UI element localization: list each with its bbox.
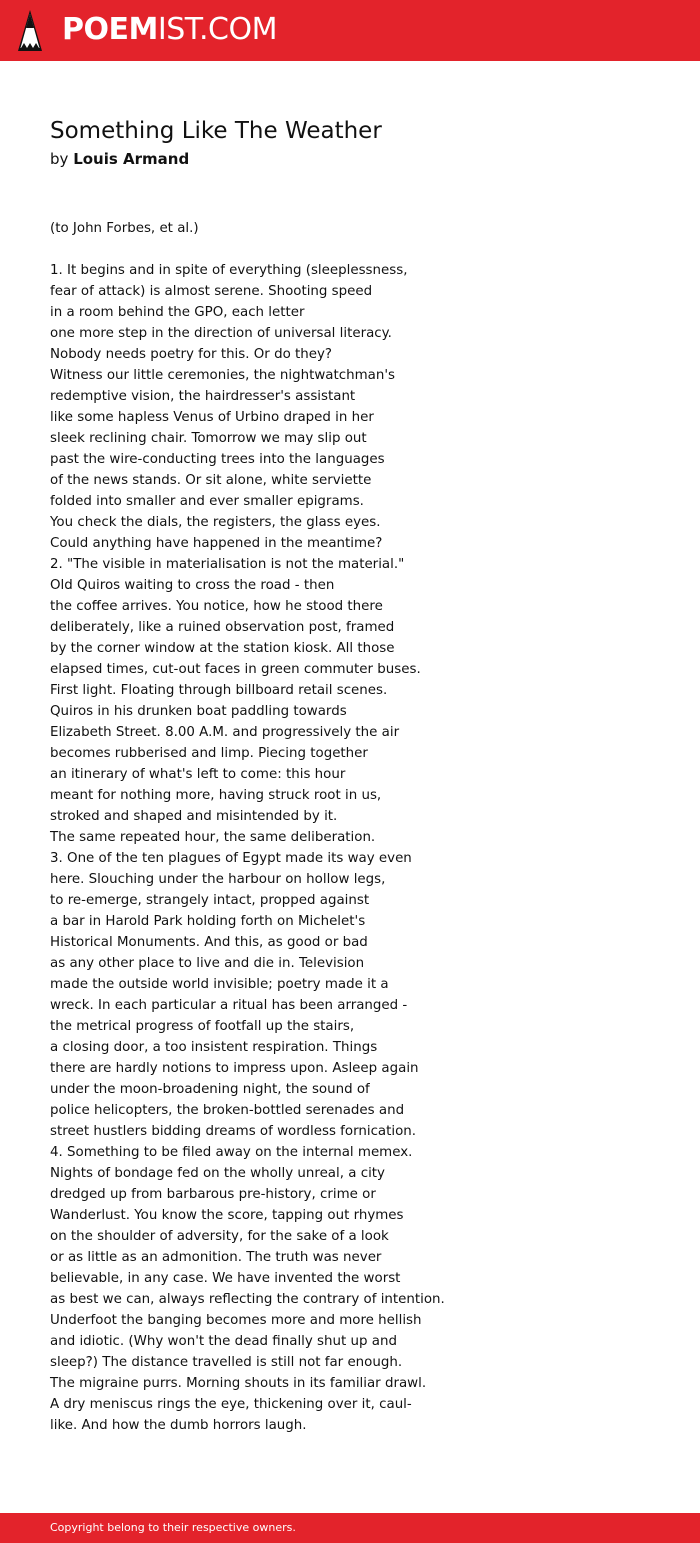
poem-line: of the news stands. Or sit alone, white serviette <box>50 473 372 488</box>
poem-line: by the corner window at the station kiosk. All those <box>50 641 395 656</box>
poem-line: Could anything have happened in the meantime? <box>50 536 383 551</box>
poem-line: Historical Monuments. And this, as good or bad <box>50 935 368 950</box>
poem-title: Something Like The Weather <box>50 118 382 144</box>
poem-line: there are hardly notions to impress upon. Asleep again <box>50 1061 419 1076</box>
poem-line: a bar in Harold Park holding forth on Michelet's <box>50 914 366 929</box>
poem-line: redemptive vision, the hairdresser's assistant <box>50 389 356 404</box>
poem-line: the metrical progress of footfall up the stairs, <box>50 1019 355 1034</box>
poem-line: Nights of bondage fed on the wholly unreal, a city <box>50 1166 385 1181</box>
poem-lines <box>50 260 650 1436</box>
poem-line: here. Slouching under the harbour on hollow legs, <box>50 872 386 887</box>
poem-line: A dry meniscus rings the eye, thickening over it, caul- <box>50 1397 412 1412</box>
poem-body <box>50 218 650 1436</box>
poem-line: street hustlers bidding dreams of wordless fornication. <box>50 1124 417 1139</box>
poem-line: deliberately, like a ruined observation post, framed <box>50 620 395 635</box>
poem-line: a closing door, a too insistent respiration. Things <box>50 1040 378 1055</box>
poem-line: under the moon-broadening night, the sound of <box>50 1082 370 1097</box>
poem-line: like some hapless Venus of Urbino draped in her <box>50 410 374 425</box>
stanza-gap <box>50 239 650 260</box>
poem-line: 1. It begins and in spite of everything (sleeplessness, <box>50 263 408 278</box>
poem-line: meant for nothing more, having struck root in us, <box>50 788 382 803</box>
logo-light-text: IST.COM <box>157 12 277 47</box>
poem-line: Underfoot the banging becomes more and more hellish <box>50 1313 422 1328</box>
dedication: (to John Forbes, et al.) <box>50 221 199 236</box>
poem-line: becomes rubberised and limp. Piecing together <box>50 746 368 761</box>
poem-line: in a room behind the GPO, each letter <box>50 305 305 320</box>
by-label: by <box>50 150 69 168</box>
pencil-icon[interactable] <box>18 10 42 51</box>
poem-line: one more step in the direction of universal literacy. <box>50 326 392 341</box>
site-logo[interactable] <box>62 12 277 48</box>
author-name[interactable]: Louis Armand <box>73 150 190 168</box>
poem-line: fear of attack) is almost serene. Shooting speed <box>50 284 373 299</box>
site-footer <box>0 1513 700 1543</box>
poem-line: the coffee arrives. You notice, how he stood there <box>50 599 383 614</box>
poem-line: Nobody needs poetry for this. Or do they? <box>50 347 333 362</box>
poem-line: 3. One of the ten plagues of Egypt made its way even <box>50 851 412 866</box>
poem-line: like. And how the dumb horrors laugh. <box>50 1418 307 1433</box>
poem-line: Witness our little ceremonies, the nightwatchman's <box>50 368 395 383</box>
poem-line: stroked and shaped and misintended by it. <box>50 809 338 824</box>
poem-line: dredged up from barbarous pre-history, crime or <box>50 1187 376 1202</box>
poem-line: Old Quiros waiting to cross the road - then <box>50 578 335 593</box>
poem-line: Elizabeth Street. 8.00 A.M. and progressively the air <box>50 725 400 740</box>
poem-line: Quiros in his drunken boat paddling towards <box>50 704 347 719</box>
poem-line: wreck. In each particular a ritual has been arranged - <box>50 998 408 1013</box>
poem-line: an itinerary of what's left to come: this hour <box>50 767 346 782</box>
poem-line: First light. Floating through billboard retail scenes. <box>50 683 388 698</box>
poem-line: The same repeated hour, the same deliberation. <box>50 830 376 845</box>
poem-line: to re-emerge, strangely intact, propped against <box>50 893 370 908</box>
site-header <box>0 0 700 61</box>
poem-line: elapsed times, cut-out faces in green commuter buses. <box>50 662 421 677</box>
logo-strong-text: POEM <box>62 12 158 47</box>
poem-line: Wanderlust. You know the score, tapping out rhymes <box>50 1208 404 1223</box>
poem-line: made the outside world invisible; poetry made it a <box>50 977 389 992</box>
copyright-text: Copyright belong to their respective owners. <box>50 1521 296 1534</box>
poem-line: 4. Something to be filed away on the internal memex. <box>50 1145 413 1160</box>
poem-line: The migraine purrs. Morning shouts in its familiar drawl. <box>50 1376 427 1391</box>
poem-line: folded into smaller and ever smaller epigrams. <box>50 494 364 509</box>
poem-line: and idiotic. (Why won't the dead finally shut up and <box>50 1334 397 1349</box>
poem-line: You check the dials, the registers, the glass eyes. <box>50 515 381 530</box>
poem-line: 2. "The visible in materialisation is not the material." <box>50 557 405 572</box>
poem-line: sleep?) The distance travelled is still not far enough. <box>50 1355 403 1370</box>
poem-line: sleek reclining chair. Tomorrow we may slip out <box>50 431 367 446</box>
byline <box>50 148 189 170</box>
poem-line: believable, in any case. We have invented the worst <box>50 1271 401 1286</box>
poem-line: past the wire-conducting trees into the languages <box>50 452 385 467</box>
poem-line: police helicopters, the broken-bottled serenades and <box>50 1103 405 1118</box>
poem-line: as best we can, always reflecting the contrary of intention. <box>50 1292 445 1307</box>
poem-line: on the shoulder of adversity, for the sake of a look <box>50 1229 389 1244</box>
poem-line: or as little as an admonition. The truth was never <box>50 1250 382 1265</box>
poem-line: as any other place to live and die in. Television <box>50 956 365 971</box>
